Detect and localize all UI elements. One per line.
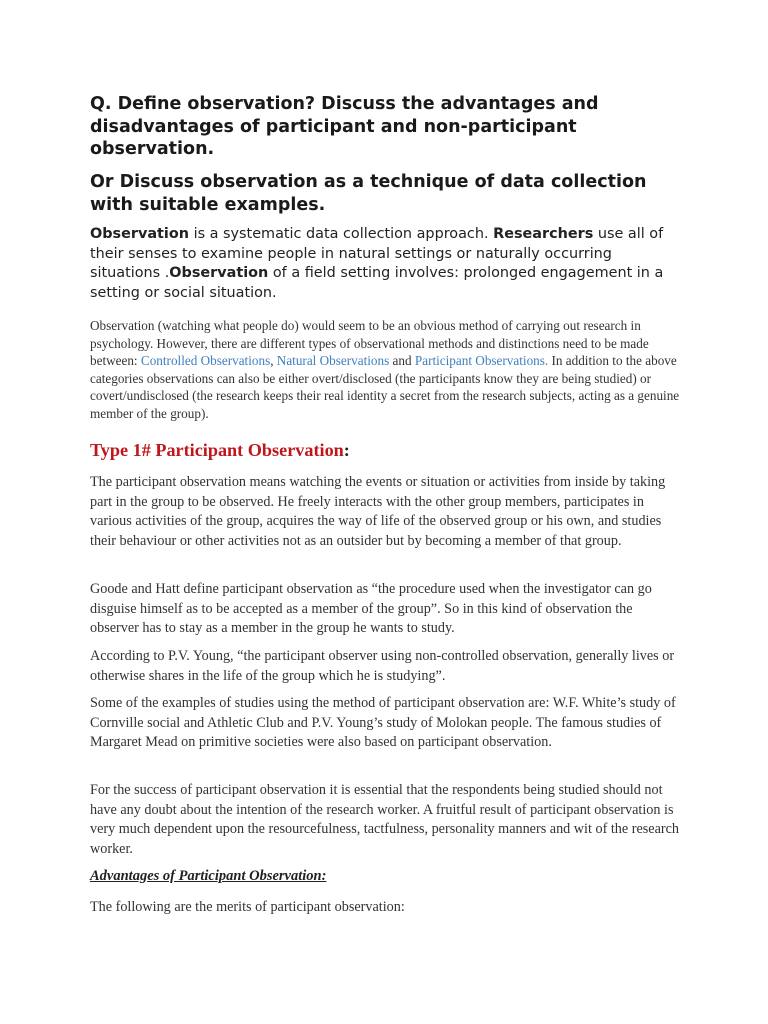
paragraph-examples: Some of the examples of studies using the method of participant observation are: W.F. White’s study of Cornville social and Athletic Club and P.V. Young’s study of Molokan people. The famous studies of Margaret Mead on primitive societies were also based on participant observation. <box>90 695 676 750</box>
link-participant-observations[interactable]: Participant Observations. <box>414 353 549 369</box>
link-natural-observations[interactable]: Natural Observations <box>276 353 390 369</box>
term-observation: Observation <box>90 226 189 242</box>
paragraph-definition: The participant observation means watching the events or situation or activities from inside by taking part in the group to be observed. He freely interacts with the other group members, participates in various activities of the group, acquires the way of life of the observed group or his own, and studies their behaviour or other activities not as an outsider but by becoming a member of that group. <box>90 474 666 549</box>
intro-paragraph <box>90 225 680 304</box>
advantages-heading: Advantages of Participant Observation: <box>90 868 327 884</box>
section-heading-type1 <box>90 440 350 461</box>
observation-types-paragraph <box>90 317 682 423</box>
types-sep-2: and <box>389 353 415 369</box>
intro-text-3: of a field setting involves: prolonged engagement in a setting or social situation. <box>90 265 664 302</box>
types-sep-1: , <box>270 353 277 369</box>
question-title: Q. Define observation? Discuss the advantages and disadvantages of participant and non-participant observation. <box>90 94 599 159</box>
type1-heading-text: Type 1# Participant Observation <box>90 440 344 460</box>
intro-text-1: is a systematic data collection approach. <box>189 226 494 242</box>
paragraph-goode-hatt: Goode and Hatt define participant observation as “the procedure used when the investigator can go disguise himself as to be accepted as a member of the group”. So in this kind of observation the observer has to stay as a member in the group he wants to study. <box>90 581 652 636</box>
type1-heading-colon: : <box>343 440 350 460</box>
types-text-after: In addition to the above categories observations can also be either overt/disclosed (the participants know they are being studied) or covert/undisclosed (the research keeps their real identity a secret from the research subjects, acting as a genuine member of the group). <box>90 353 680 421</box>
paragraph-pv-young: According to P.V. Young, “the participant observer using non-controlled observation, generally lives or otherwise shares in the life of the group which he is studying”. <box>90 648 675 684</box>
link-controlled-observations[interactable]: Controlled Observations <box>140 353 271 369</box>
paragraph-success: For the success of participant observation it is essential that the respondents being studied should not have any doubt about the intention of the research worker. A fruitful result of participant observation is very much dependent upon the resourcefulness, tactfulness, personality manners and wit of the research worker. <box>90 782 679 857</box>
paragraph-merits-intro: The following are the merits of participant observation: <box>90 899 405 915</box>
term-observation-2: Observation <box>169 265 269 282</box>
types-text-before: Observation (watching what people do) would seem to be an obvious method of carrying out research in psychology. However, there are different types of observational methods and distinctions need to be made between: <box>90 318 649 369</box>
intro-text-2: use all of their senses to examine people in natural settings or naturally occurring situations . <box>90 226 664 282</box>
question-alternate-title: Or Discuss observation as a technique of data collection with suitable examples. <box>90 172 647 215</box>
term-researchers: Researchers <box>493 226 594 242</box>
